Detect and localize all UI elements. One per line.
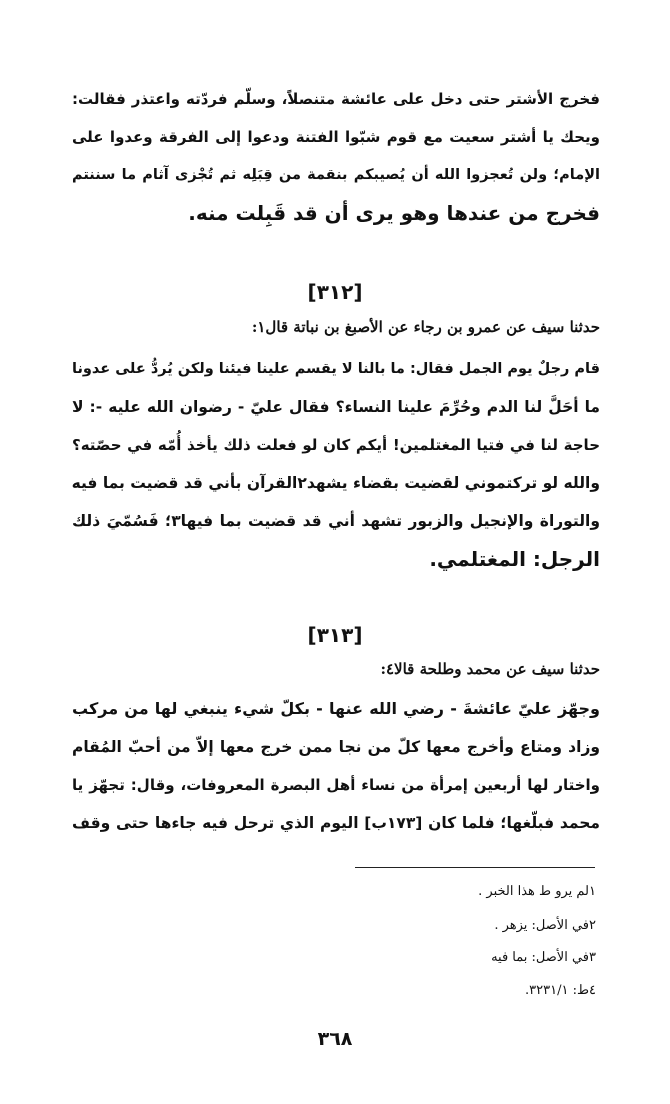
section-313-line-1: وجهّز عليّ عائشةَ - رضي الله عنها - بكلّ شيء ينبغي لها من مركب <box>72 699 600 718</box>
section-313-line-3: واختار لها أربعين إمرأة من نساء أهل البصرة المعروفات، وقال: تجهّز يا <box>72 776 600 794</box>
section-313-line-2: وزاد ومتاع وأخرج معها كلّ من نجا ممن خرج معها إلاّ من أحبّ المُقام <box>72 738 600 756</box>
paragraph1-line-2: ويحك يا أشتر سعيت مع قوم شبّوا الفتنة ودعوا إلى الفرقة وعدوا على <box>72 128 600 146</box>
section-312-line-1: قام رجلٌ يوم الجمل فقال: ما بالنا لا يقسم علينا فيئنا ولكن يُردُّ على عدونا <box>72 361 600 377</box>
section-313-number: [٣١٣] <box>307 623 363 647</box>
section-312-line-5: والتوراة والإنجيل والزبور تشهد أني قد قضيت بما فيها٣؛ فَسُمّيَ ذلك <box>72 512 600 530</box>
section-312-line-3: حاجة لنا في فتيا المغتلمين! أيكم كان لو فعلت ذلك يأخذ أُمّه في حصّته؟ <box>72 436 600 454</box>
footnote-3: ٣في الأصل: بما فيه <box>491 950 596 965</box>
paragraph1-line-1: فخرج الأشتر حتى دخل على عائشة متنصلاً، وسلّم فردّته واعتذر فقالت: <box>72 90 600 108</box>
page-number: ٣٦٨ <box>317 1028 353 1050</box>
section-312-line-4: والله لو تركتموني لقضيت بقضاء يشهد٢القرآن بأني قد قضيت بما فيه <box>71 474 600 492</box>
footnote-1: ١لم يرو ط هذا الخبر . <box>478 884 596 899</box>
section-312-line-6: الرجل: المغتلمي. <box>429 547 600 571</box>
section-312-line-2: ما أحَلَّ لنا الدم وحُرِّمَ علينا النساء؟ فقال عليّ - رضوان الله عليه -: لا <box>72 398 600 416</box>
footnote-separator <box>355 867 595 868</box>
section-312-isnad: حدثنا سيف عن عمرو بن رجاء عن الأصبغ بن نباتة قال١: <box>251 318 600 336</box>
footnote-4: ٤ط: ٣٢٣١/١. <box>525 983 596 998</box>
section-313-isnad: حدثنا سيف عن محمد وطلحة قالا٤: <box>380 660 600 678</box>
section-312-number: [٣١٢] <box>307 280 363 304</box>
paragraph1-line-4: فخرج من عندها وهو يرى أن قد قَبِلت منه. <box>188 201 600 225</box>
footnote-2: ٢في الأصل: يزهر . <box>494 918 596 933</box>
paragraph1-line-3: الإمام؛ ولن تُعجزوا الله أن يُصيبكم بنقمة من قِبَلِه ثم تُجْزى آثام ما سننتم <box>72 167 600 183</box>
section-313-line-4: محمد فبلّغها؛ فلما كان [١٧٣ب] اليوم الذي ترحل فيه جاءها حتى وقف <box>72 814 600 832</box>
